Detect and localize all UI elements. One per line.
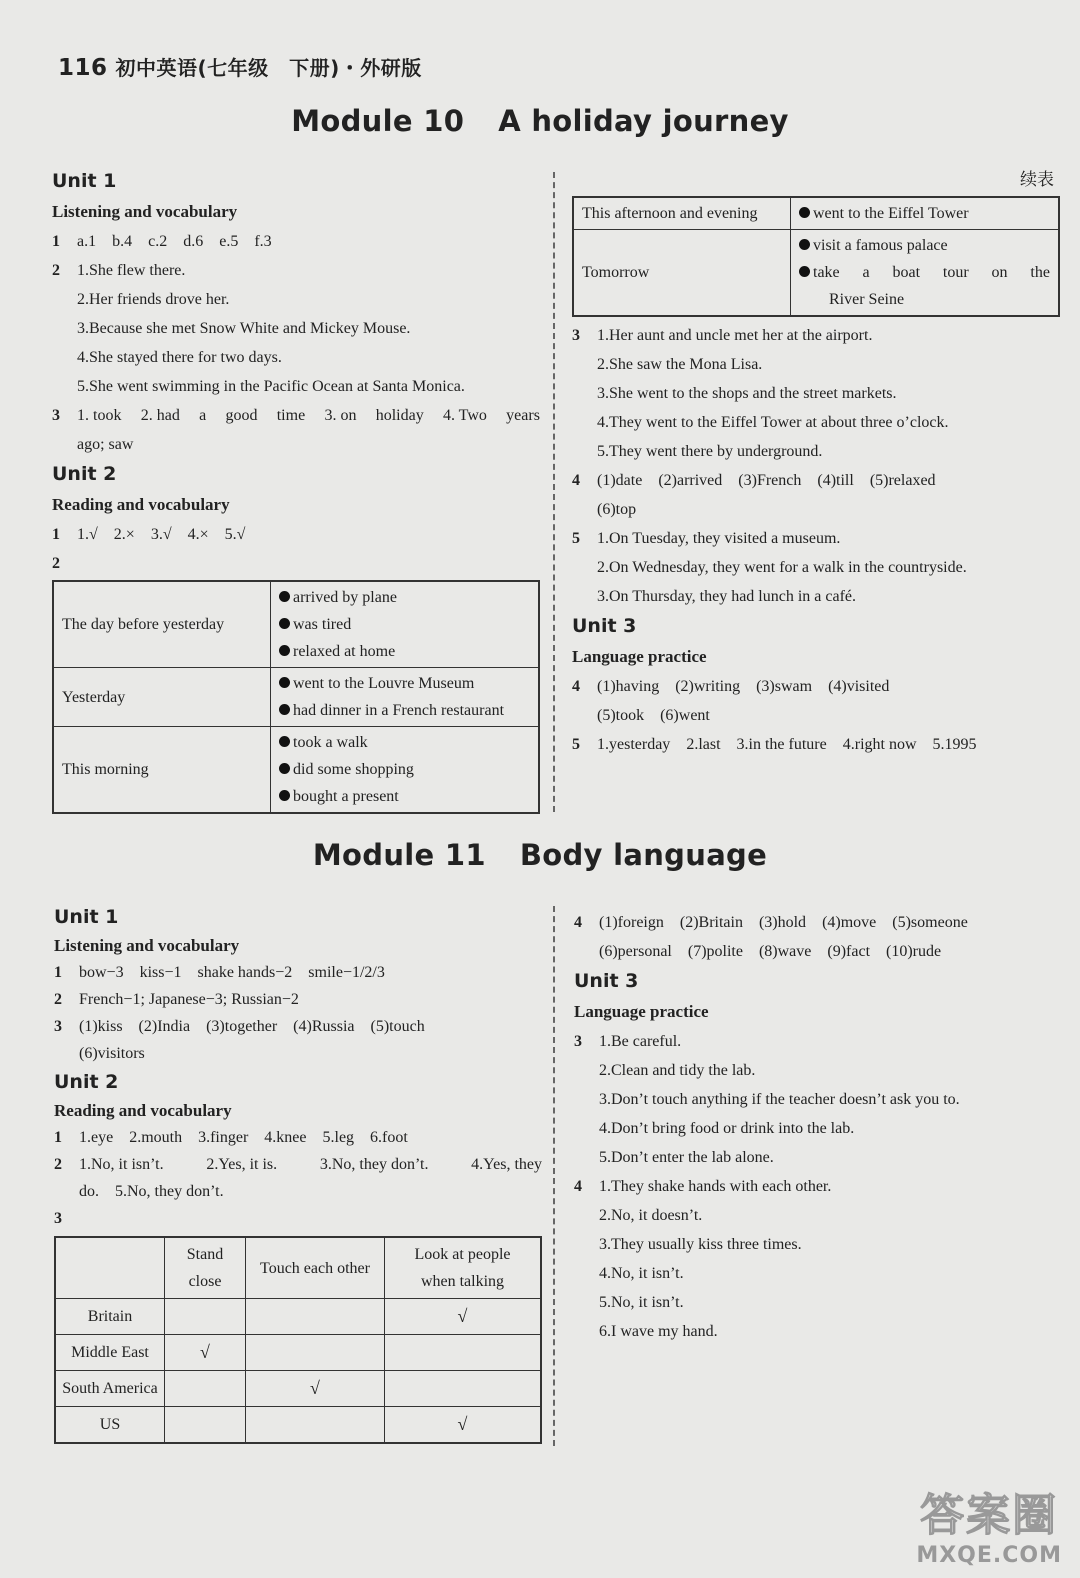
bullet-icon <box>279 645 290 656</box>
column-divider <box>553 906 555 1446</box>
bullet-icon <box>279 790 290 801</box>
page-number: 116 <box>58 55 108 81</box>
question-4: 4 1.They shake hands with each other. <box>574 1178 832 1195</box>
bullet-icon <box>279 677 290 688</box>
module-11-right-column: 4 (1)foreign (2)Britain (3)hold (4)move (5)someone (6)personal (7)polite (8)wave (9)fact (10)rude Unit 3 Language practice 3 1.Be careful. 2.Clean and tidy the lab. 3.Don’t touch anything if the teacher doesn’t ask you to. 4.Don’t bring food or drink into the lab. 5.Don’t enter the lab alone. 4 1.They shake hands with each other. 2.No, it doesn’t. 3.They usually kiss three times. 4.No, it isn’t. 5.No, it isn’t. 6.I wave my hand. <box>574 908 1054 1346</box>
section-heading: Reading and vocabulary <box>52 495 230 514</box>
bullet-icon <box>799 239 810 250</box>
question-2: 2 1.No, it isn’t. 2.Yes, it is. 3.No, they don’t. 4.Yes, they <box>54 1156 542 1173</box>
unit-heading: Unit 2 <box>52 463 117 485</box>
unit-heading: Unit 1 <box>52 170 117 192</box>
bullet-icon <box>279 591 290 602</box>
table-header-row: Stand close Touch each other Look at people when talking <box>55 1237 541 1299</box>
question-3: 3 1.Be careful. <box>574 1033 682 1050</box>
question-1: 1 1.√ 2.× 3.√ 4.× 5.√ <box>52 526 246 543</box>
module-11-title: Module 11 Body language <box>312 838 768 872</box>
table-row: Middle East √ <box>55 1335 541 1371</box>
module-10-left-column: Unit 1 Listening and vocabulary 1 a.1 b.4 c.2 d.6 e.5 f.3 2 1.She flew there. 2.Her friends drove her. 3.Because she met Snow White and Mickey Mouse. 4.She stayed there for two days. 5.She went swimming in the Pacific Ocean at Santa Monica. 3 1. took 2. had a good time 3. on holiday 4. Two years ago; saw Unit 2 Reading and vocabulary 1 1.√ 2.× 3.√ 4.× 5.√ 2 The day before yesterday arrived by plane was tired relaxed at home Yesterday went to the Louvre Museum had dinner in a French restaurant This morning took a walk did some shopping bought a present <box>52 166 542 814</box>
table-row: The day before yesterday arrived by plane was tired relaxed at home <box>53 581 539 668</box>
bullet-icon <box>799 207 810 218</box>
module-11-left-column: Unit 1 Listening and vocabulary 1 bow−3 kiss−1 shake hands−2 smile−1/2/3 2 French−1; Japanese−3; Russian−2 3 (1)kiss (2)India (3)together (4)Russia (5)touch (6)visitors Unit 2 Reading and vocabulary 1 1.eye 2.mouth 3.finger 4.knee 5.leg 6.foot 2 1.No, it isn’t. 2.Yes, it is. 3.No, they don’t. 4.Yes, they do. 5.No, they don’t. 3 Stand close Touch each other Look at people when talking Britain √ Middle East √ South America √ US √ <box>54 902 544 1444</box>
bullet-icon <box>279 704 290 715</box>
question-5: 5 1.yesterday 2.last 3.in the future 4.right now 5.1995 <box>572 736 977 753</box>
question-2: 2 1.She flew there. <box>52 262 186 279</box>
section-heading: Language practice <box>572 647 707 666</box>
table-row: Britain √ <box>55 1299 541 1335</box>
column-divider <box>553 172 555 812</box>
page-header <box>58 52 422 81</box>
watermark-logo: 答案圈 MXQE.COM <box>916 1490 1062 1568</box>
question-4: 4 (1)having (2)writing (3)swam (4)visited <box>572 678 890 695</box>
table-row: This afternoon and evening went to the Eiffel Tower <box>573 197 1059 230</box>
unit-heading: Unit 1 <box>54 906 119 928</box>
bullet-icon <box>279 736 290 747</box>
question-4: 4 (1)date (2)arrived (3)French (4)till (5)relaxed <box>572 472 936 489</box>
bullet-icon <box>799 266 810 277</box>
question-3: 3 <box>54 1210 62 1227</box>
bullet-icon <box>279 763 290 774</box>
table-row: US √ <box>55 1407 541 1443</box>
table-row: South America √ <box>55 1371 541 1407</box>
continued-label: 续表 <box>1020 170 1054 190</box>
unit-heading: Unit 3 <box>572 615 637 637</box>
schedule-table-continued <box>572 196 1060 317</box>
question-3: 3 1.Her aunt and uncle met her at the airport. <box>572 327 873 344</box>
table-row: Tomorrow visit a famous palace take a boat tour on the River Seine <box>573 230 1059 317</box>
body-language-table <box>54 1236 542 1444</box>
question-4: 4 (1)foreign (2)Britain (3)hold (4)move (5)someone <box>574 914 968 931</box>
bullet-icon <box>279 618 290 629</box>
question-1: 1 1.eye 2.mouth 3.finger 4.knee 5.leg 6.foot <box>54 1129 408 1146</box>
section-heading: Listening and vocabulary <box>54 936 240 955</box>
question-2: 2 French−1; Japanese−3; Russian−2 <box>54 991 299 1008</box>
table-row: This morning took a walk did some shopping bought a present <box>53 727 539 814</box>
question-1: 1 bow−3 kiss−1 shake hands−2 smile−1/2/3 <box>54 964 385 981</box>
unit-heading: Unit 2 <box>54 1071 119 1093</box>
question-1: 1 a.1 b.4 c.2 d.6 e.5 f.3 <box>52 233 272 250</box>
module-10-right-column: This afternoon and evening went to the Eiffel Tower Tomorrow visit a famous palace take a boat tour on the River Seine 3 1.Her aunt and uncle met her at the airport. 2.She saw the Mona Lisa. 3.She went to the shops and the street markets. 4.They went to the Eiffel Tower at about three o’clock. 5.They went there by underground. 4 (1)date (2)arrived (3)French (4)till (5)relaxed (6)top 5 1.On Tuesday, they visited a museum. 2.On Wednesday, they went for a walk in the countryside. 3.On Thursday, they had lunch in a café. Unit 3 Language practice 4 (1)having (2)writing (3)swam (4)visited (5)took (6)went 5 1.yesterday 2.last 3.in the future 4.right now 5.1995 <box>572 196 1062 759</box>
question-2: 2 <box>52 555 60 572</box>
book-title: 初中英语(七年级 下册)・外研版 <box>115 56 422 80</box>
question-3: 3 1. took 2. had a good time 3. on holiday 4. Two years <box>52 407 540 424</box>
module-10-title: Module 10 A holiday journey <box>291 104 789 138</box>
unit-heading: Unit 3 <box>574 970 639 992</box>
question-5: 5 1.On Tuesday, they visited a museum. <box>572 530 841 547</box>
section-heading: Language practice <box>574 1002 709 1021</box>
section-heading: Listening and vocabulary <box>52 202 238 221</box>
section-heading: Reading and vocabulary <box>54 1101 232 1120</box>
table-row: Yesterday went to the Louvre Museum had dinner in a French restaurant <box>53 668 539 727</box>
question-3: 3 (1)kiss (2)India (3)together (4)Russia (5)touch <box>54 1018 425 1035</box>
schedule-table <box>52 580 540 814</box>
